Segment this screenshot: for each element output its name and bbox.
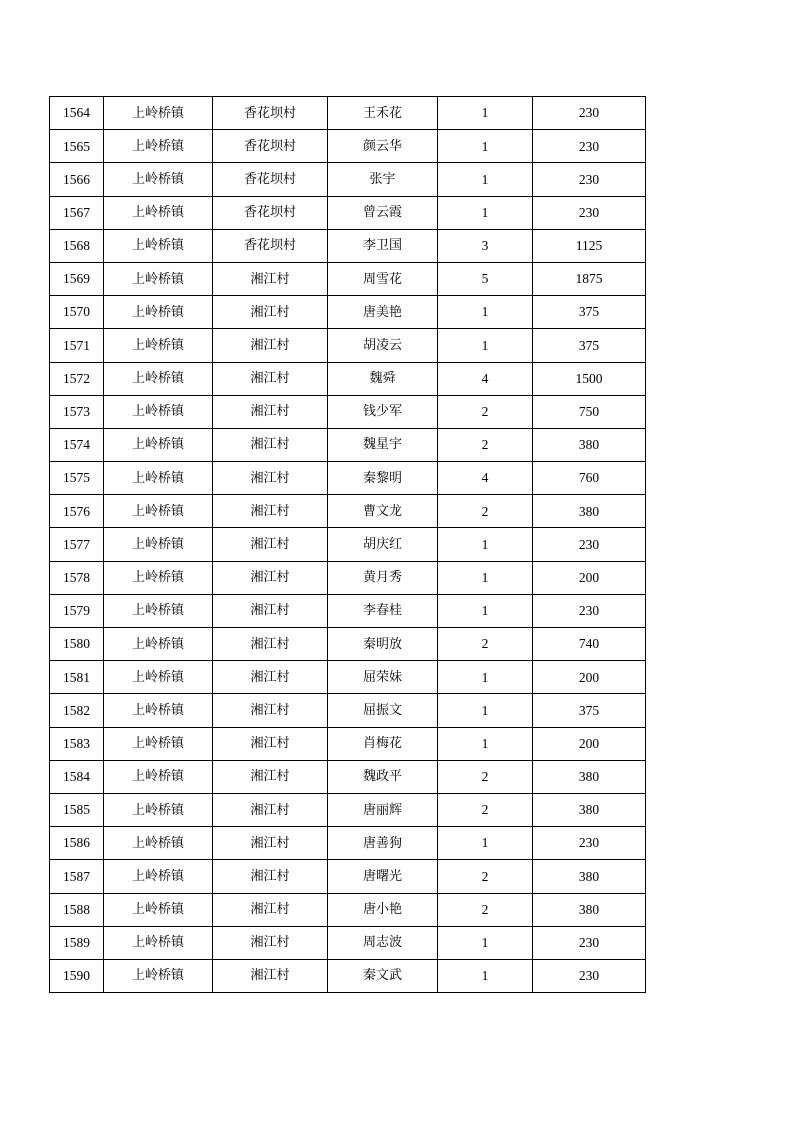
town-cell: 上岭桥镇 xyxy=(104,661,213,694)
count-cell: 5 xyxy=(438,262,533,295)
town-cell: 上岭桥镇 xyxy=(104,860,213,893)
table-row xyxy=(50,329,646,362)
town-cell: 上岭桥镇 xyxy=(104,959,213,992)
table-row xyxy=(50,362,646,395)
count-cell: 1 xyxy=(438,528,533,561)
count-cell: 1 xyxy=(438,130,533,163)
table-row xyxy=(50,196,646,229)
table-row xyxy=(50,462,646,495)
town-cell: 上岭桥镇 xyxy=(104,628,213,661)
table-row xyxy=(50,926,646,959)
table-row xyxy=(50,561,646,594)
table-row xyxy=(50,97,646,130)
amount-cell: 760 xyxy=(533,462,646,495)
serial-number-cell: 1585 xyxy=(50,793,104,826)
name-cell: 张宇 xyxy=(328,163,438,196)
table-row xyxy=(50,860,646,893)
name-cell: 唐善狗 xyxy=(328,827,438,860)
amount-cell: 230 xyxy=(533,926,646,959)
amount-cell: 230 xyxy=(533,97,646,130)
name-cell: 秦文武 xyxy=(328,959,438,992)
amount-cell: 230 xyxy=(533,594,646,627)
village-cell: 湘江村 xyxy=(213,793,328,826)
name-cell: 屈振文 xyxy=(328,694,438,727)
table-row xyxy=(50,528,646,561)
town-cell: 上岭桥镇 xyxy=(104,727,213,760)
town-cell: 上岭桥镇 xyxy=(104,594,213,627)
town-cell: 上岭桥镇 xyxy=(104,97,213,130)
name-cell: 李春桂 xyxy=(328,594,438,627)
name-cell: 唐小艳 xyxy=(328,893,438,926)
amount-cell: 740 xyxy=(533,628,646,661)
town-cell: 上岭桥镇 xyxy=(104,561,213,594)
data-table xyxy=(49,96,646,993)
village-cell: 香花坝村 xyxy=(213,130,328,163)
village-cell: 湘江村 xyxy=(213,428,328,461)
count-cell: 2 xyxy=(438,893,533,926)
serial-number-cell: 1570 xyxy=(50,296,104,329)
count-cell: 1 xyxy=(438,296,533,329)
name-cell: 唐美艳 xyxy=(328,296,438,329)
serial-number-cell: 1565 xyxy=(50,130,104,163)
village-cell: 香花坝村 xyxy=(213,163,328,196)
serial-number-cell: 1590 xyxy=(50,959,104,992)
count-cell: 4 xyxy=(438,462,533,495)
serial-number-cell: 1573 xyxy=(50,395,104,428)
table-row xyxy=(50,296,646,329)
count-cell: 1 xyxy=(438,727,533,760)
count-cell: 4 xyxy=(438,362,533,395)
amount-cell: 380 xyxy=(533,760,646,793)
amount-cell: 380 xyxy=(533,495,646,528)
count-cell: 2 xyxy=(438,628,533,661)
name-cell: 秦明放 xyxy=(328,628,438,661)
serial-number-cell: 1569 xyxy=(50,262,104,295)
village-cell: 湘江村 xyxy=(213,893,328,926)
village-cell: 湘江村 xyxy=(213,329,328,362)
village-cell: 湘江村 xyxy=(213,628,328,661)
town-cell: 上岭桥镇 xyxy=(104,163,213,196)
village-cell: 湘江村 xyxy=(213,528,328,561)
table-row xyxy=(50,694,646,727)
count-cell: 1 xyxy=(438,694,533,727)
table-row xyxy=(50,395,646,428)
table-row xyxy=(50,163,646,196)
town-cell: 上岭桥镇 xyxy=(104,926,213,959)
town-cell: 上岭桥镇 xyxy=(104,262,213,295)
serial-number-cell: 1577 xyxy=(50,528,104,561)
town-cell: 上岭桥镇 xyxy=(104,793,213,826)
count-cell: 2 xyxy=(438,428,533,461)
amount-cell: 200 xyxy=(533,727,646,760)
serial-number-cell: 1587 xyxy=(50,860,104,893)
serial-number-cell: 1582 xyxy=(50,694,104,727)
village-cell: 湘江村 xyxy=(213,462,328,495)
name-cell: 秦黎明 xyxy=(328,462,438,495)
serial-number-cell: 1572 xyxy=(50,362,104,395)
name-cell: 魏星宇 xyxy=(328,428,438,461)
name-cell: 胡凌云 xyxy=(328,329,438,362)
table-row xyxy=(50,130,646,163)
name-cell: 曹文龙 xyxy=(328,495,438,528)
count-cell: 1 xyxy=(438,827,533,860)
table-row xyxy=(50,827,646,860)
name-cell: 颜云华 xyxy=(328,130,438,163)
serial-number-cell: 1586 xyxy=(50,827,104,860)
amount-cell: 375 xyxy=(533,694,646,727)
count-cell: 1 xyxy=(438,163,533,196)
village-cell: 湘江村 xyxy=(213,760,328,793)
name-cell: 曾云霞 xyxy=(328,196,438,229)
name-cell: 魏政平 xyxy=(328,760,438,793)
amount-cell: 230 xyxy=(533,130,646,163)
count-cell: 1 xyxy=(438,594,533,627)
count-cell: 1 xyxy=(438,959,533,992)
serial-number-cell: 1575 xyxy=(50,462,104,495)
village-cell: 湘江村 xyxy=(213,827,328,860)
village-cell: 湘江村 xyxy=(213,860,328,893)
serial-number-cell: 1588 xyxy=(50,893,104,926)
amount-cell: 230 xyxy=(533,959,646,992)
amount-cell: 380 xyxy=(533,428,646,461)
village-cell: 湘江村 xyxy=(213,594,328,627)
count-cell: 1 xyxy=(438,196,533,229)
serial-number-cell: 1583 xyxy=(50,727,104,760)
count-cell: 2 xyxy=(438,793,533,826)
amount-cell: 1125 xyxy=(533,229,646,262)
village-cell: 湘江村 xyxy=(213,661,328,694)
amount-cell: 230 xyxy=(533,827,646,860)
village-cell: 湘江村 xyxy=(213,495,328,528)
serial-number-cell: 1584 xyxy=(50,760,104,793)
name-cell: 周雪花 xyxy=(328,262,438,295)
table-body xyxy=(50,97,646,993)
count-cell: 2 xyxy=(438,495,533,528)
serial-number-cell: 1567 xyxy=(50,196,104,229)
amount-cell: 380 xyxy=(533,893,646,926)
serial-number-cell: 1571 xyxy=(50,329,104,362)
amount-cell: 230 xyxy=(533,196,646,229)
amount-cell: 1500 xyxy=(533,362,646,395)
count-cell: 1 xyxy=(438,97,533,130)
table-row xyxy=(50,760,646,793)
serial-number-cell: 1579 xyxy=(50,594,104,627)
amount-cell: 230 xyxy=(533,528,646,561)
town-cell: 上岭桥镇 xyxy=(104,130,213,163)
town-cell: 上岭桥镇 xyxy=(104,428,213,461)
town-cell: 上岭桥镇 xyxy=(104,462,213,495)
table-row xyxy=(50,661,646,694)
table-row xyxy=(50,959,646,992)
serial-number-cell: 1578 xyxy=(50,561,104,594)
table-row xyxy=(50,628,646,661)
table-row xyxy=(50,495,646,528)
serial-number-cell: 1581 xyxy=(50,661,104,694)
count-cell: 1 xyxy=(438,329,533,362)
amount-cell: 380 xyxy=(533,860,646,893)
name-cell: 魏舜 xyxy=(328,362,438,395)
town-cell: 上岭桥镇 xyxy=(104,827,213,860)
town-cell: 上岭桥镇 xyxy=(104,893,213,926)
serial-number-cell: 1564 xyxy=(50,97,104,130)
table-row xyxy=(50,229,646,262)
table-row xyxy=(50,262,646,295)
serial-number-cell: 1589 xyxy=(50,926,104,959)
town-cell: 上岭桥镇 xyxy=(104,760,213,793)
village-cell: 湘江村 xyxy=(213,727,328,760)
village-cell: 湘江村 xyxy=(213,362,328,395)
count-cell: 1 xyxy=(438,926,533,959)
count-cell: 1 xyxy=(438,561,533,594)
town-cell: 上岭桥镇 xyxy=(104,229,213,262)
amount-cell: 375 xyxy=(533,329,646,362)
table-row xyxy=(50,893,646,926)
table-row xyxy=(50,727,646,760)
village-cell: 湘江村 xyxy=(213,296,328,329)
name-cell: 唐曙光 xyxy=(328,860,438,893)
table-row xyxy=(50,793,646,826)
amount-cell: 375 xyxy=(533,296,646,329)
village-cell: 香花坝村 xyxy=(213,196,328,229)
name-cell: 胡庆红 xyxy=(328,528,438,561)
name-cell: 周志波 xyxy=(328,926,438,959)
count-cell: 3 xyxy=(438,229,533,262)
village-cell: 香花坝村 xyxy=(213,97,328,130)
serial-number-cell: 1576 xyxy=(50,495,104,528)
serial-number-cell: 1568 xyxy=(50,229,104,262)
amount-cell: 750 xyxy=(533,395,646,428)
amount-cell: 230 xyxy=(533,163,646,196)
serial-number-cell: 1574 xyxy=(50,428,104,461)
count-cell: 2 xyxy=(438,395,533,428)
village-cell: 湘江村 xyxy=(213,561,328,594)
name-cell: 钱少军 xyxy=(328,395,438,428)
serial-number-cell: 1580 xyxy=(50,628,104,661)
village-cell: 湘江村 xyxy=(213,694,328,727)
village-cell: 湘江村 xyxy=(213,395,328,428)
village-cell: 香花坝村 xyxy=(213,229,328,262)
name-cell: 屈荣妹 xyxy=(328,661,438,694)
serial-number-cell: 1566 xyxy=(50,163,104,196)
count-cell: 2 xyxy=(438,860,533,893)
village-cell: 湘江村 xyxy=(213,926,328,959)
count-cell: 2 xyxy=(438,760,533,793)
amount-cell: 200 xyxy=(533,661,646,694)
amount-cell: 1875 xyxy=(533,262,646,295)
town-cell: 上岭桥镇 xyxy=(104,296,213,329)
amount-cell: 380 xyxy=(533,793,646,826)
town-cell: 上岭桥镇 xyxy=(104,362,213,395)
town-cell: 上岭桥镇 xyxy=(104,329,213,362)
town-cell: 上岭桥镇 xyxy=(104,694,213,727)
town-cell: 上岭桥镇 xyxy=(104,196,213,229)
town-cell: 上岭桥镇 xyxy=(104,528,213,561)
table-row xyxy=(50,428,646,461)
count-cell: 1 xyxy=(438,661,533,694)
village-cell: 湘江村 xyxy=(213,262,328,295)
name-cell: 肖梅花 xyxy=(328,727,438,760)
town-cell: 上岭桥镇 xyxy=(104,495,213,528)
village-cell: 湘江村 xyxy=(213,959,328,992)
name-cell: 黄月秀 xyxy=(328,561,438,594)
town-cell: 上岭桥镇 xyxy=(104,395,213,428)
table-row xyxy=(50,594,646,627)
name-cell: 李卫国 xyxy=(328,229,438,262)
name-cell: 王禾花 xyxy=(328,97,438,130)
name-cell: 唐丽辉 xyxy=(328,793,438,826)
amount-cell: 200 xyxy=(533,561,646,594)
